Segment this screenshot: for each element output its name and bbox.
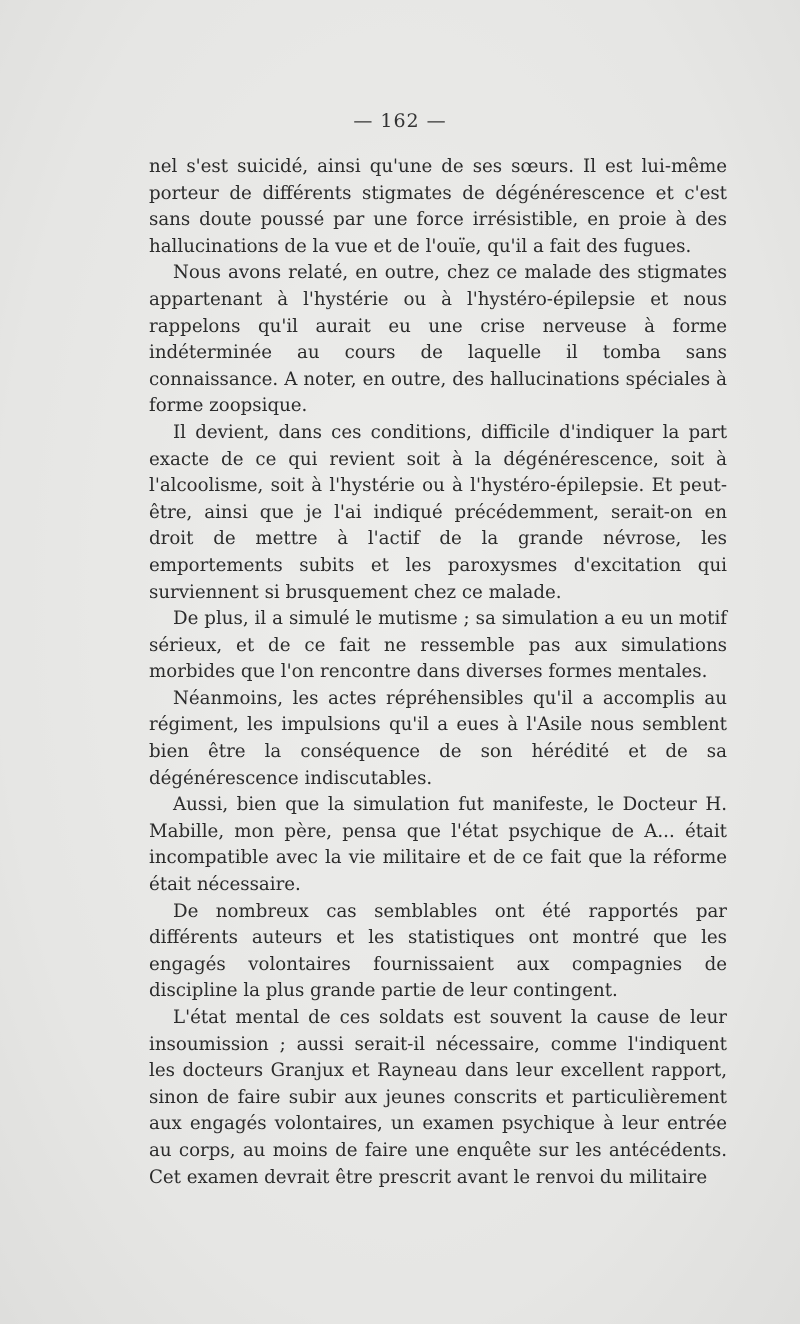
page-number: — 162 — bbox=[353, 110, 447, 132]
paragraph-3: Il devient, dans ces conditions, difficile d'indiquer la part exacte de ce qui revient soit à la dégénérescence, soit à l'alcoolisme, soit à l'hystérie ou à l'hystéro-épilepsie. Et peut-être, ainsi que je l'ai indiqué précédemment, serait-on en droit de mettre à l'actif de la grande névrose, les emportements subits et les paroxysmes d'excitation qui surviennent si brusquement chez ce malade. bbox=[149, 421, 727, 603]
paragraph-6: Aussi, bien que la simulation fut manifeste, le Docteur H. Mabille, mon père, pensa que l'état psychique de A... était incompatible avec la vie militaire et de ce fait que la réforme était nécessaire. bbox=[149, 794, 727, 896]
paragraph-2: Nous avons relaté, en outre, chez ce malade des stigmates appartenant à l'hystérie ou à l'hystéro-épilepsie et nous rappelons qu'il aurait eu une crise nerveuse à forme indéterminée au cours de laquelle il tomba sans connaissance. A noter, en outre, des hallucinations spéciales à forme zoopsique. bbox=[149, 262, 727, 417]
paragraph-8: L'état mental de ces soldats est souvent la cause de leur insoumission ; aussi serait-il nécessaire, comme l'indiquent les docteurs Granjux et Rayneau dans leur excellent rapport, sinon de faire subir aux jeunes conscrits et particulièrement aux engagés volontaires, un examen psychique à leur entrée au corps, au moins de faire une enquête sur les antécédents. Cet examen devrait être prescrit avant le renvoi du militaire bbox=[149, 1007, 727, 1188]
paragraph-5: Néanmoins, les actes répréhensibles qu'il a accomplis au régiment, les impulsions qu'il a eues à l'Asile nous semblent bien être la conséquence de son hérédité et de sa dégénérescence indiscutables. bbox=[149, 687, 727, 789]
paragraph-4: De plus, il a simulé le mutisme ; sa simulation a eu un motif sérieux, et de ce fait ne ressemble pas aux simulations morbides que l'on rencontre dans diverses formes mentales. bbox=[149, 608, 727, 683]
paragraph-1: nel s'est suicidé, ainsi qu'une de ses sœurs. Il est lui-même porteur de différents stigmates de dégénérescence et c'est sans doute poussé par une force irrésistible, en proie à des hallucinations de la vue et de l'ouïe, qu'il a fait des fugues. bbox=[149, 156, 727, 257]
paragraph-7: De nombreux cas semblables ont été rapportés par différents auteurs et les statistiques ont montré que les engagés volontaires fournissaient aux compagnies de discipline la plus grande partie de leur contingent. bbox=[149, 900, 727, 1002]
body-text bbox=[149, 154, 727, 1191]
